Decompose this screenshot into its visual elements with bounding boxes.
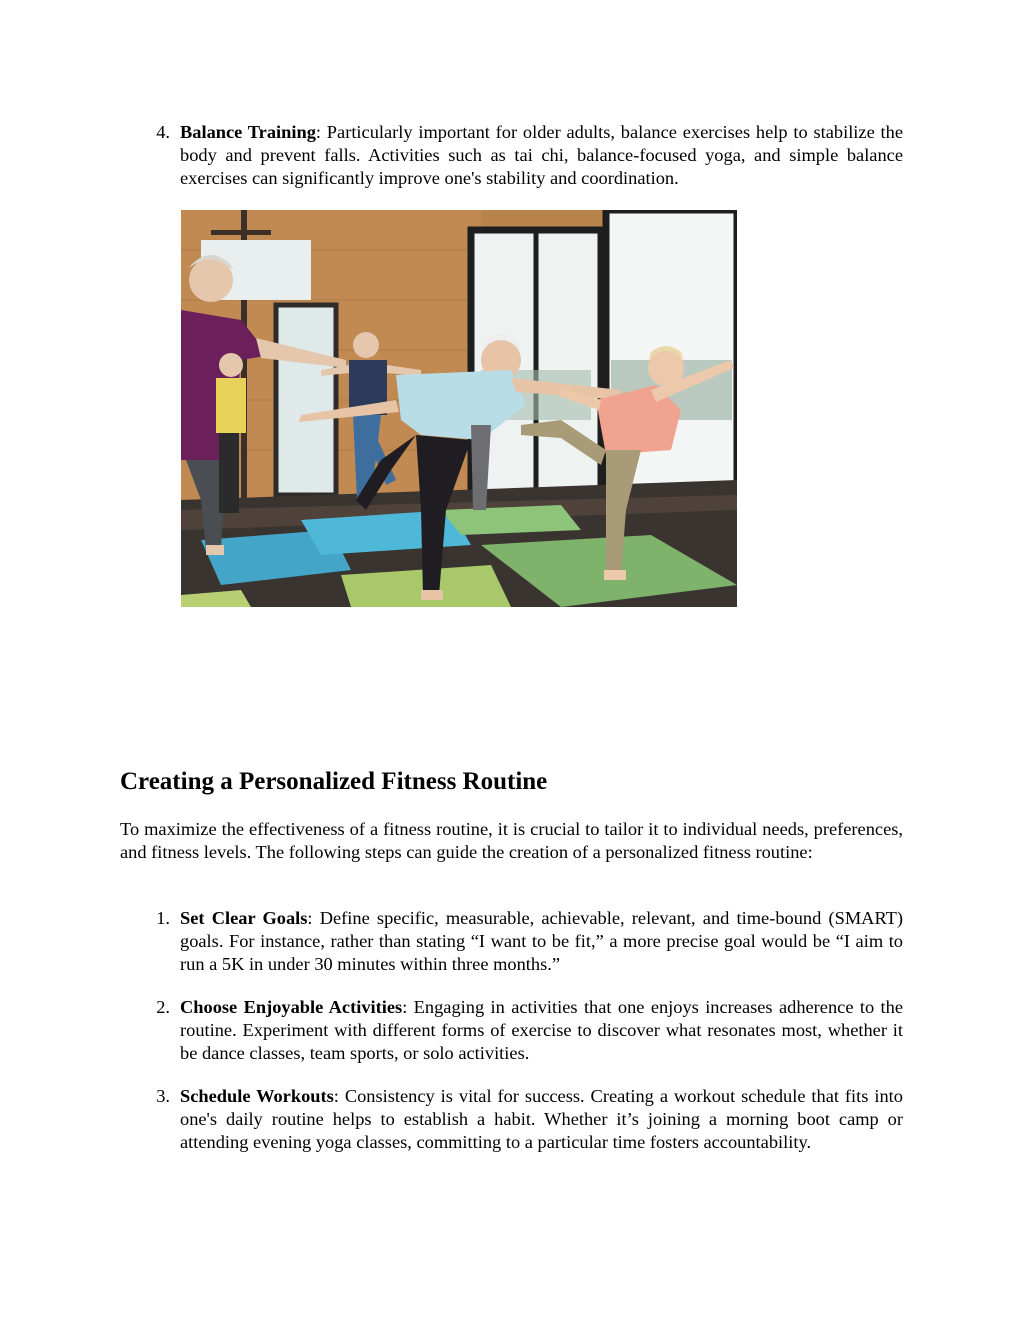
balance-yoga-photo [181,210,737,607]
list-item-text: : Define specific, measurable, achievable, relevant, and time-bound (SMART) goals. For instance, rather than stating “I want to be fit,” a more precise goal would be “I aim to run a 5K in under 30 minutes within three months.” [180,908,903,974]
list-item-title: Set Clear Goals [180,908,308,928]
list-item-schedule-workouts [148,1085,903,1154]
list-item-body [180,996,903,1065]
list-item-set-clear-goals [148,907,903,976]
list-item-body [180,1085,903,1154]
list-item-body [180,907,903,976]
list-item-title: Schedule Workouts [180,1086,334,1106]
list-item-balance-training [148,121,903,190]
intro-paragraph: To maximize the effectiveness of a fitness routine, it is crucial to tailor it to individual needs, preferences, and fitness levels. The following steps can guide the creation of a personalized fitness routine: [120,819,903,862]
list-item-text: : Particularly important for older adults, balance exercises help to stabilize the body and prevent falls. Activities such as tai chi, balance-focused yoga, and simple balance exercises can significantly improve one's stability and coordination. [180,122,903,188]
list-item-body [180,121,903,190]
list-number: 1. [156,908,170,928]
list-item-choose-enjoyable-activities [148,996,903,1065]
list-number: 2. [156,997,170,1017]
list-number: 4. [156,122,170,142]
list-item-text: : Consistency is vital for success. Creating a workout schedule that fits into one's daily routine helps to establish a habit. Whether it’s joining a morning boot camp or attending evening yoga classes, committing to a particular time fosters accountability. [180,1086,903,1152]
section-heading: Creating a Personalized Fitness Routine [120,768,548,795]
list-item-title: Balance Training [180,122,316,142]
list-item-title: Choose Enjoyable Activities [180,997,403,1017]
list-number: 3. [156,1086,170,1106]
list-item-text: : Engaging in activities that one enjoys increases adherence to the routine. Experiment with different forms of exercise to discover what resonates most, whether it be dance classes, team sports, or solo activities. [180,997,903,1063]
